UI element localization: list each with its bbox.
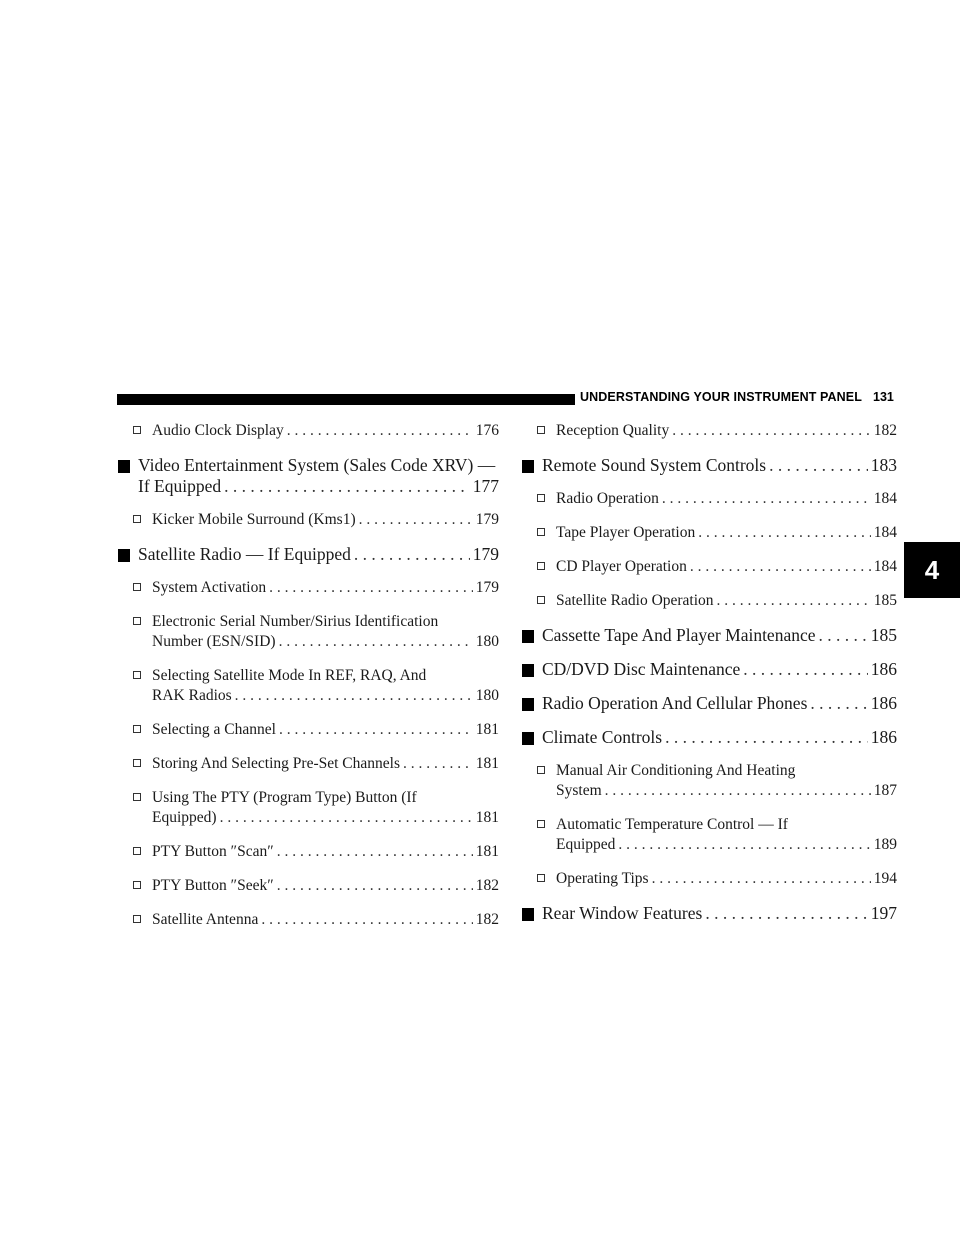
- toc-entry-label: Manual Air Conditioning And Heating: [556, 762, 796, 779]
- toc-subsection-entry[interactable]: [118, 666, 499, 706]
- toc-page-number: 186: [870, 693, 897, 713]
- toc-subsection-entry[interactable]: [118, 421, 499, 441]
- hollow-square-bullet-icon: [133, 759, 141, 767]
- toc-entry-label: Kicker Mobile Surround (Kms1): [152, 511, 356, 528]
- hollow-square-bullet-icon: [133, 793, 141, 801]
- toc-entry-label: Selecting Satellite Mode In REF, RAQ, And: [152, 667, 427, 684]
- toc-entry-label: Automatic Temperature Control — If: [556, 816, 788, 833]
- toc-entry-label: If Equipped: [138, 476, 222, 496]
- header-rule-bar: [117, 394, 575, 405]
- toc-section-entry[interactable]: [522, 455, 897, 475]
- toc-page-number: 187: [873, 782, 897, 799]
- hollow-square-bullet-icon: [133, 617, 141, 625]
- dot-leader: [403, 754, 473, 774]
- dot-leader: [220, 808, 473, 828]
- toc-section-entry[interactable]: [522, 625, 897, 645]
- toc-page-number: 182: [475, 911, 499, 928]
- toc-entry-label: Using The PTY (Program Type) Button (If: [152, 789, 417, 806]
- toc-section-entry[interactable]: [522, 903, 897, 923]
- toc-entry-label: Climate Controls: [542, 727, 663, 747]
- toc-entry-label: Satellite Radio — If Equipped: [138, 544, 351, 564]
- toc-page-number: 179: [472, 544, 499, 564]
- toc-subsection-entry[interactable]: [118, 720, 499, 740]
- toc-subsection-entry[interactable]: [118, 612, 499, 652]
- toc-page-number: 180: [475, 633, 499, 650]
- toc-entry-label: Cassette Tape And Player Maintenance: [542, 625, 816, 645]
- filled-square-bullet-icon: [522, 630, 534, 643]
- dot-leader: [819, 625, 868, 645]
- toc-entry-label: PTY Button ″Scan″: [152, 843, 274, 860]
- page-number: 131: [873, 390, 894, 404]
- toc-page-number: 194: [873, 870, 897, 887]
- toc-page-number: 185: [870, 625, 897, 645]
- toc-page-number: 180: [475, 687, 499, 704]
- dot-leader: [665, 727, 868, 747]
- filled-square-bullet-icon: [522, 732, 534, 745]
- toc-page-number: 181: [475, 755, 499, 772]
- filled-square-bullet-icon: [522, 460, 534, 473]
- toc-page-number: 184: [873, 524, 897, 541]
- dot-leader: [261, 910, 472, 930]
- toc-entry-label: RAK Radios: [152, 687, 232, 704]
- toc-entry-label: Satellite Antenna: [152, 911, 259, 928]
- dot-leader: [810, 693, 867, 713]
- hollow-square-bullet-icon: [537, 562, 545, 570]
- dot-leader: [277, 842, 473, 862]
- toc-entry-label: System Activation: [152, 579, 267, 596]
- toc-entry-label: Radio Operation: [556, 490, 659, 507]
- dot-leader: [235, 686, 473, 706]
- toc-entry-label: Selecting a Channel: [152, 721, 276, 738]
- dot-leader: [698, 523, 871, 543]
- dot-leader: [224, 476, 470, 496]
- hollow-square-bullet-icon: [133, 426, 141, 434]
- toc-page-number: 197: [870, 903, 897, 923]
- toc-entry-label: CD Player Operation: [556, 558, 687, 575]
- toc-entry-label: Remote Sound System Controls: [542, 455, 767, 475]
- toc-entry-label: PTY Button ″Seek″: [152, 877, 274, 894]
- toc-subsection-entry[interactable]: [118, 754, 499, 774]
- toc-section-entry[interactable]: [522, 727, 897, 747]
- toc-page-number: 184: [873, 558, 897, 575]
- toc-subsection-entry[interactable]: [118, 578, 499, 598]
- toc-page-number: 181: [475, 809, 499, 826]
- toc-entry-label: Video Entertainment System (Sales Code XRV) —: [138, 455, 496, 475]
- toc-page-number: 176: [475, 422, 499, 439]
- hollow-square-bullet-icon: [537, 426, 545, 434]
- hollow-square-bullet-icon: [537, 596, 545, 604]
- toc-page-number: 189: [873, 836, 897, 853]
- toc-entry-label: CD/DVD Disc Maintenance: [542, 659, 741, 679]
- dot-leader: [717, 591, 871, 611]
- toc-subsection-entry[interactable]: [522, 489, 897, 509]
- dot-leader: [690, 557, 871, 577]
- dot-leader: [769, 455, 868, 475]
- toc-section-entry[interactable]: [522, 693, 897, 713]
- dot-leader: [672, 421, 871, 441]
- toc-page-number: 179: [475, 579, 499, 596]
- hollow-square-bullet-icon: [537, 874, 545, 882]
- toc-subsection-entry[interactable]: [522, 761, 897, 801]
- filled-square-bullet-icon: [522, 908, 534, 921]
- toc-subsection-entry[interactable]: [522, 591, 897, 611]
- filled-square-bullet-icon: [118, 549, 130, 562]
- toc-subsection-entry[interactable]: [118, 876, 499, 896]
- dot-leader: [743, 659, 867, 679]
- running-header-title: UNDERSTANDING YOUR INSTRUMENT PANEL: [580, 390, 862, 404]
- toc-entry-label: Electronic Serial Number/Sirius Identification: [152, 613, 439, 630]
- toc-page-number: 183: [870, 455, 897, 475]
- toc-entry-label: Tape Player Operation: [556, 524, 696, 541]
- filled-square-bullet-icon: [522, 664, 534, 677]
- chapter-tab[interactable]: 4: [904, 542, 960, 598]
- toc-subsection-entry[interactable]: [118, 788, 499, 828]
- toc-entry-label: Reception Quality: [556, 422, 670, 439]
- toc-section-entry[interactable]: [118, 544, 499, 564]
- toc-subsection-entry[interactable]: [118, 510, 499, 530]
- toc-subsection-entry[interactable]: [118, 910, 499, 930]
- toc-subsection-entry[interactable]: [522, 421, 897, 441]
- toc-page-number: 181: [475, 843, 499, 860]
- hollow-square-bullet-icon: [537, 820, 545, 828]
- dot-leader: [287, 421, 473, 441]
- toc-subsection-entry[interactable]: [118, 842, 499, 862]
- toc-subsection-entry[interactable]: [522, 523, 897, 543]
- dot-leader: [705, 903, 867, 923]
- hollow-square-bullet-icon: [133, 915, 141, 923]
- toc-left-column: [118, 421, 499, 944]
- toc-subsection-entry[interactable]: [522, 869, 897, 889]
- toc-page-number: 182: [873, 422, 897, 439]
- toc-entry-label: Audio Clock Display: [152, 422, 284, 439]
- toc-entry-label: Operating Tips: [556, 870, 649, 887]
- toc-page-number: 186: [870, 727, 897, 747]
- hollow-square-bullet-icon: [133, 515, 141, 523]
- toc-entry-label: Rear Window Features: [542, 903, 703, 923]
- hollow-square-bullet-icon: [133, 847, 141, 855]
- toc-page-number: 177: [472, 476, 499, 496]
- toc-entry-label: Satellite Radio Operation: [556, 592, 714, 609]
- filled-square-bullet-icon: [522, 698, 534, 711]
- toc-page-number: 184: [873, 490, 897, 507]
- dot-leader: [269, 578, 473, 598]
- toc-subsection-entry[interactable]: [522, 815, 897, 855]
- toc-page-number: 185: [873, 592, 897, 609]
- filled-square-bullet-icon: [118, 460, 130, 473]
- toc-subsection-entry[interactable]: [522, 557, 897, 577]
- toc-entry-label: Radio Operation And Cellular Phones: [542, 693, 808, 713]
- toc-section-entry[interactable]: [522, 659, 897, 679]
- hollow-square-bullet-icon: [537, 494, 545, 502]
- toc-page-number: 181: [475, 721, 499, 738]
- dot-leader: [279, 632, 473, 652]
- toc-entry-label: Equipped: [556, 836, 616, 853]
- hollow-square-bullet-icon: [537, 766, 545, 774]
- toc-entry-label: System: [556, 782, 602, 799]
- dot-leader: [354, 544, 470, 564]
- dot-leader: [662, 489, 871, 509]
- toc-entry-label: Storing And Selecting Pre-Set Channels: [152, 755, 400, 772]
- hollow-square-bullet-icon: [133, 671, 141, 679]
- hollow-square-bullet-icon: [133, 725, 141, 733]
- toc-section-entry[interactable]: [118, 455, 499, 496]
- toc-page-number: 179: [475, 511, 499, 528]
- dot-leader: [652, 869, 871, 889]
- hollow-square-bullet-icon: [537, 528, 545, 536]
- toc-right-column: [522, 421, 897, 937]
- hollow-square-bullet-icon: [133, 881, 141, 889]
- toc-entry-label: Equipped): [152, 809, 217, 826]
- dot-leader: [277, 876, 473, 896]
- dot-leader: [605, 781, 871, 801]
- hollow-square-bullet-icon: [133, 583, 141, 591]
- dot-leader: [618, 835, 870, 855]
- dot-leader: [279, 720, 473, 740]
- toc-entry-label: Number (ESN/SID): [152, 633, 276, 650]
- toc-page-number: 182: [475, 877, 499, 894]
- toc-page-number: 186: [870, 659, 897, 679]
- dot-leader: [359, 510, 473, 530]
